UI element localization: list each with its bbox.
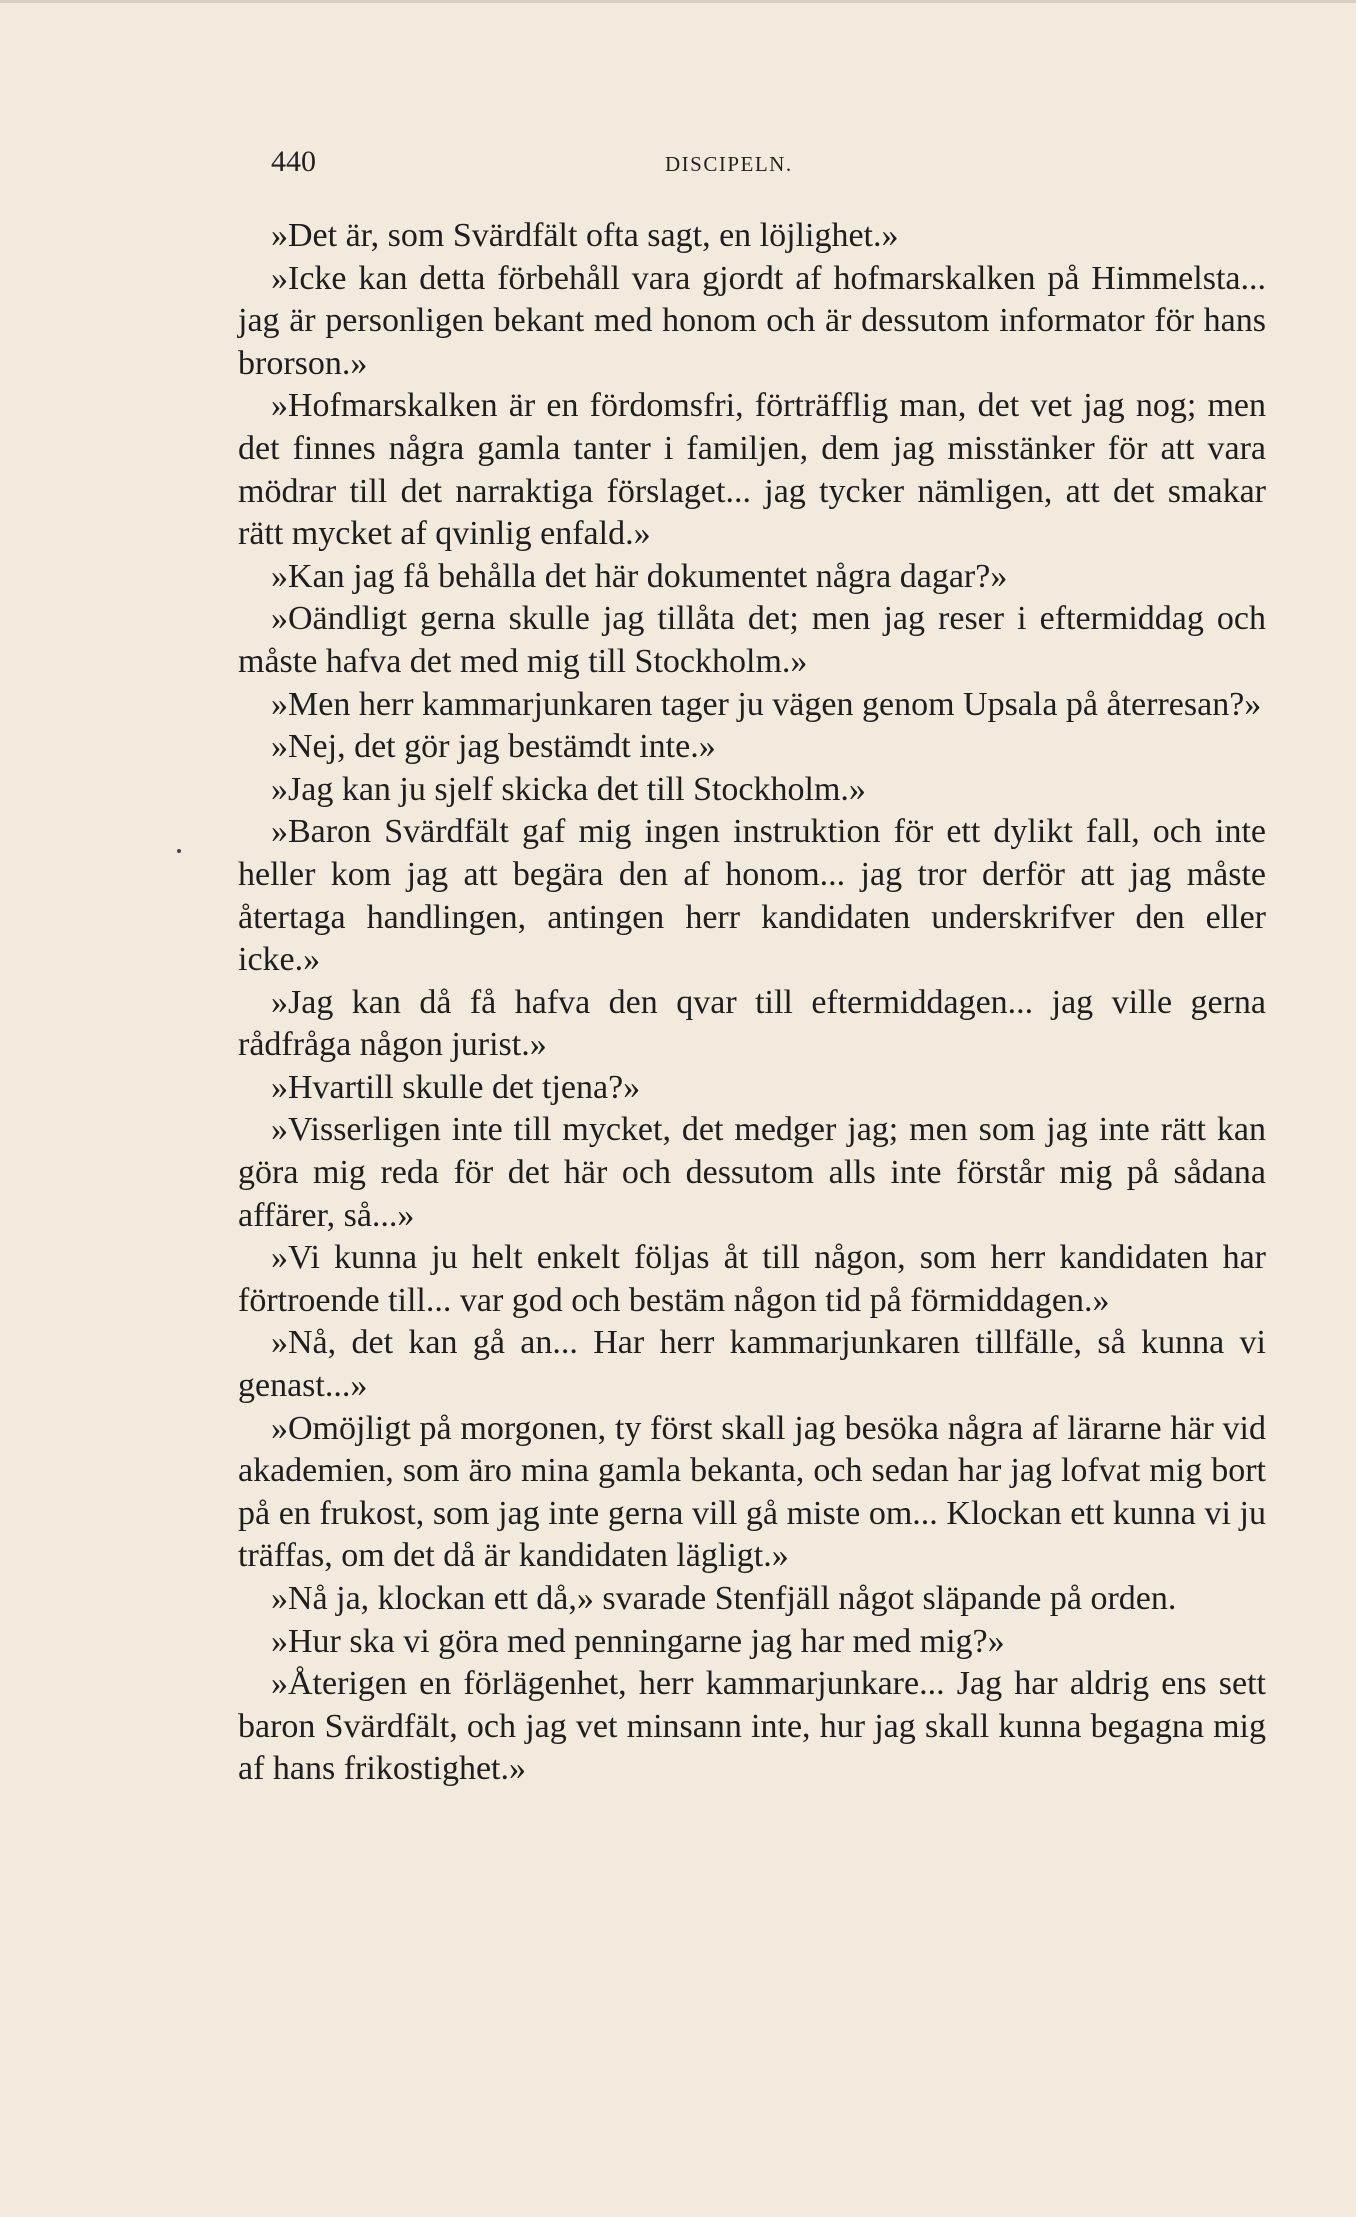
paragraph: »Kan jag få behålla det här dokumentet några dagar?» [271,557,1008,595]
paragraph: »Icke kan detta förbehåll vara gjordt af hofmarskalken på Himmelsta... jag är personligen bekant med honom och är dessutom informator för hans brorson.» [238,259,1266,382]
paragraph: »Det är, som Svärdfält ofta sagt, en löjlighet.» [271,217,899,254]
paragraph: »Nå, det kan gå an... Har herr kammarjunkaren tillfälle, så kunna vi genast...» [238,1324,1266,1405]
paragraph: »Visserligen inte till mycket, det medger jag; men som jag inte rätt kan göra mig reda för det här och dessutom alls inte förstår mig på sådana affärer, så...» [238,1111,1266,1234]
page-edge [0,0,1356,3]
paragraph: »Hvartill skulle det tjena?» [271,1068,641,1106]
paragraph: »Baron Svärdfält gaf mig ingen instruktion för ett dylikt fall, och inte heller kom jag att begära den af honom... jag tror derför att jag måste återtaga handlingen, antingen herr kandidaten underskrifver den eller icke.» [238,813,1266,979]
paragraph: »Hofmarskalken är en fördomsfri, förträfflig man, det vet jag nog; men det finnes några gamla tanter i familjen, dem jag misstänker för att vara mödrar till det narraktiga förslaget... jag tycker nämligen, att det smakar rätt mycket af qvinlig enfald.» [238,387,1266,553]
page-header [271,140,1266,184]
paragraph: »Hur ska vi göra med penningarne jag har med mig?» [271,1622,1005,1660]
paragraph: »Men herr kammarjunkaren tager ju vägen genom Upsala på återresan?» [271,685,1262,723]
paragraph: »Omöjligt på morgonen, ty först skall jag besöka några af lärarne här vid akademien, som äro mina gamla bekanta, och sedan har jag lofvat mig bort på en frukost, som jag inte gerna vill gå miste om... Klockan ett kunna vi ju träffas, om det då är kandidaten lägligt.» [238,1409,1266,1575]
page-number: 440 [271,145,316,178]
paragraph: »Nå ja, klockan ett då,» svarade Stenfjäll något släpande på orden. [271,1580,1177,1617]
paragraph: »Oändligt gerna skulle jag tillåta det; men jag reser i eftermiddag och måste hafva det med mig till Stockholm.» [238,600,1266,680]
body-text [238,215,1266,1791]
paragraph: »Jag kan ju sjelf skicka det till Stockholm.» [271,770,866,808]
margin-mark [177,849,181,853]
paragraph: »Vi kunna ju helt enkelt följas åt till någon, som herr kandidaten har förtroende till... var god och bestäm någon tid på förmiddagen.» [238,1239,1266,1319]
paragraph: »Nej, det gör jag bestämdt inte.» [271,728,716,766]
paragraph: »Jag kan då få hafva den qvar till eftermiddagen... jag ville gerna rådfråga någon jurist.» [238,983,1266,1064]
running-head: DISCIPELN. [665,152,793,176]
paragraph: »Återigen en förlägenhet, herr kammarjunkare... Jag har aldrig ens sett baron Svärdfält, och jag vet minsann inte, hur jag skall kunna begagna mig af hans frikostighet.» [238,1665,1266,1788]
